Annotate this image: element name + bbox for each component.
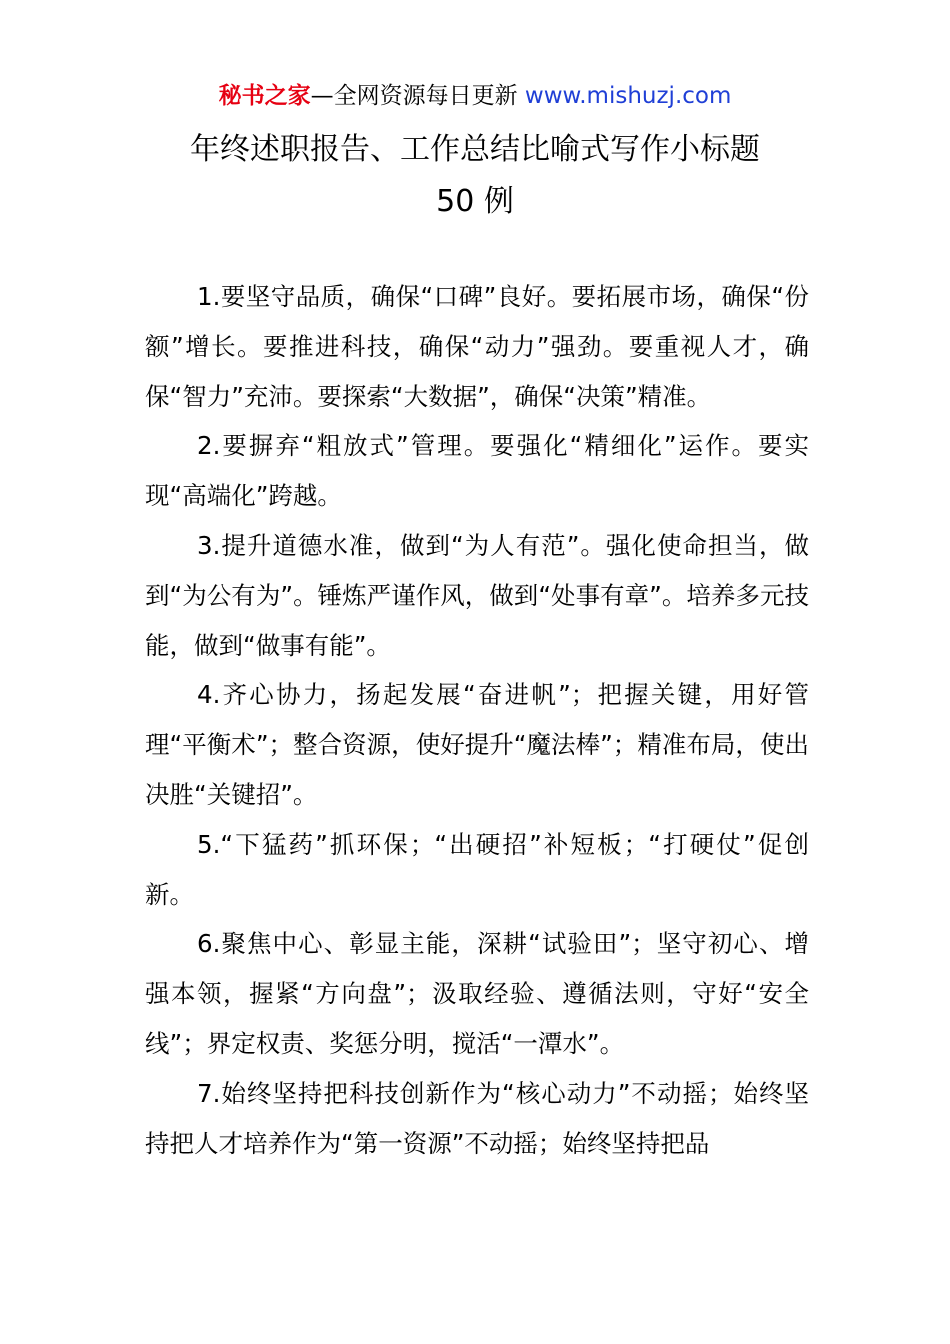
paragraph-7: 7.始终坚持把科技创新作为“核心动力”不动摇；始终坚持把人才培养作为“第一资源”不动摇；始终坚持把品: [145, 1078, 809, 1158]
document-body: [145, 272, 809, 1168]
title-line-1: 年终述职报告、工作总结比喻式写作小标题: [190, 132, 760, 167]
paragraph-6: 6.聚焦中心、彰显主能，深耕“试验田”；坚守初心、增强本领，握紧“方向盘”；汲取经验、遵循法则，守好“安全线”；界定权责、奖惩分明，搅活“一潭水”。: [145, 929, 809, 1058]
site-url-link[interactable]: www.mishuzj.com: [524, 83, 732, 109]
header-tagline: —全网资源每日更新: [310, 83, 525, 109]
brand-name: 秘书之家: [218, 83, 311, 109]
title-line-2: 50 例: [436, 184, 514, 219]
paragraph-3: 3.提升道德水准，做到“为人有范”。强化使命担当，做到“为公有为”。锤炼严谨作风，做到“处事有章”。培养多元技能，做到“做事有能”。: [145, 530, 809, 660]
paragraph-5: 5.“下猛药”抓环保；“出硬招”补短板；“打硬仗”促创新。: [145, 829, 809, 909]
document-title: [0, 124, 950, 228]
paragraph-1: 1.要坚守品质，确保“口碑”良好。要拓展市场，确保“份额”增长。要推进科技，确保“动力”强劲。要重视人才，确保“智力”充沛。要探索“大数据”，确保“决策”精准。: [145, 282, 809, 411]
paragraph-2: 2.要摒弃“粗放式”管理。要强化“精细化”运作。要实现“高端化”跨越。: [145, 431, 809, 511]
site-header: [0, 80, 950, 112]
paragraph-4: 4.齐心协力，扬起发展“奋进帆”；把握关键，用好管理“平衡术”；整合资源，使好提升“魔法棒”；精准布局，使出决胜“关键招”。: [145, 680, 809, 809]
